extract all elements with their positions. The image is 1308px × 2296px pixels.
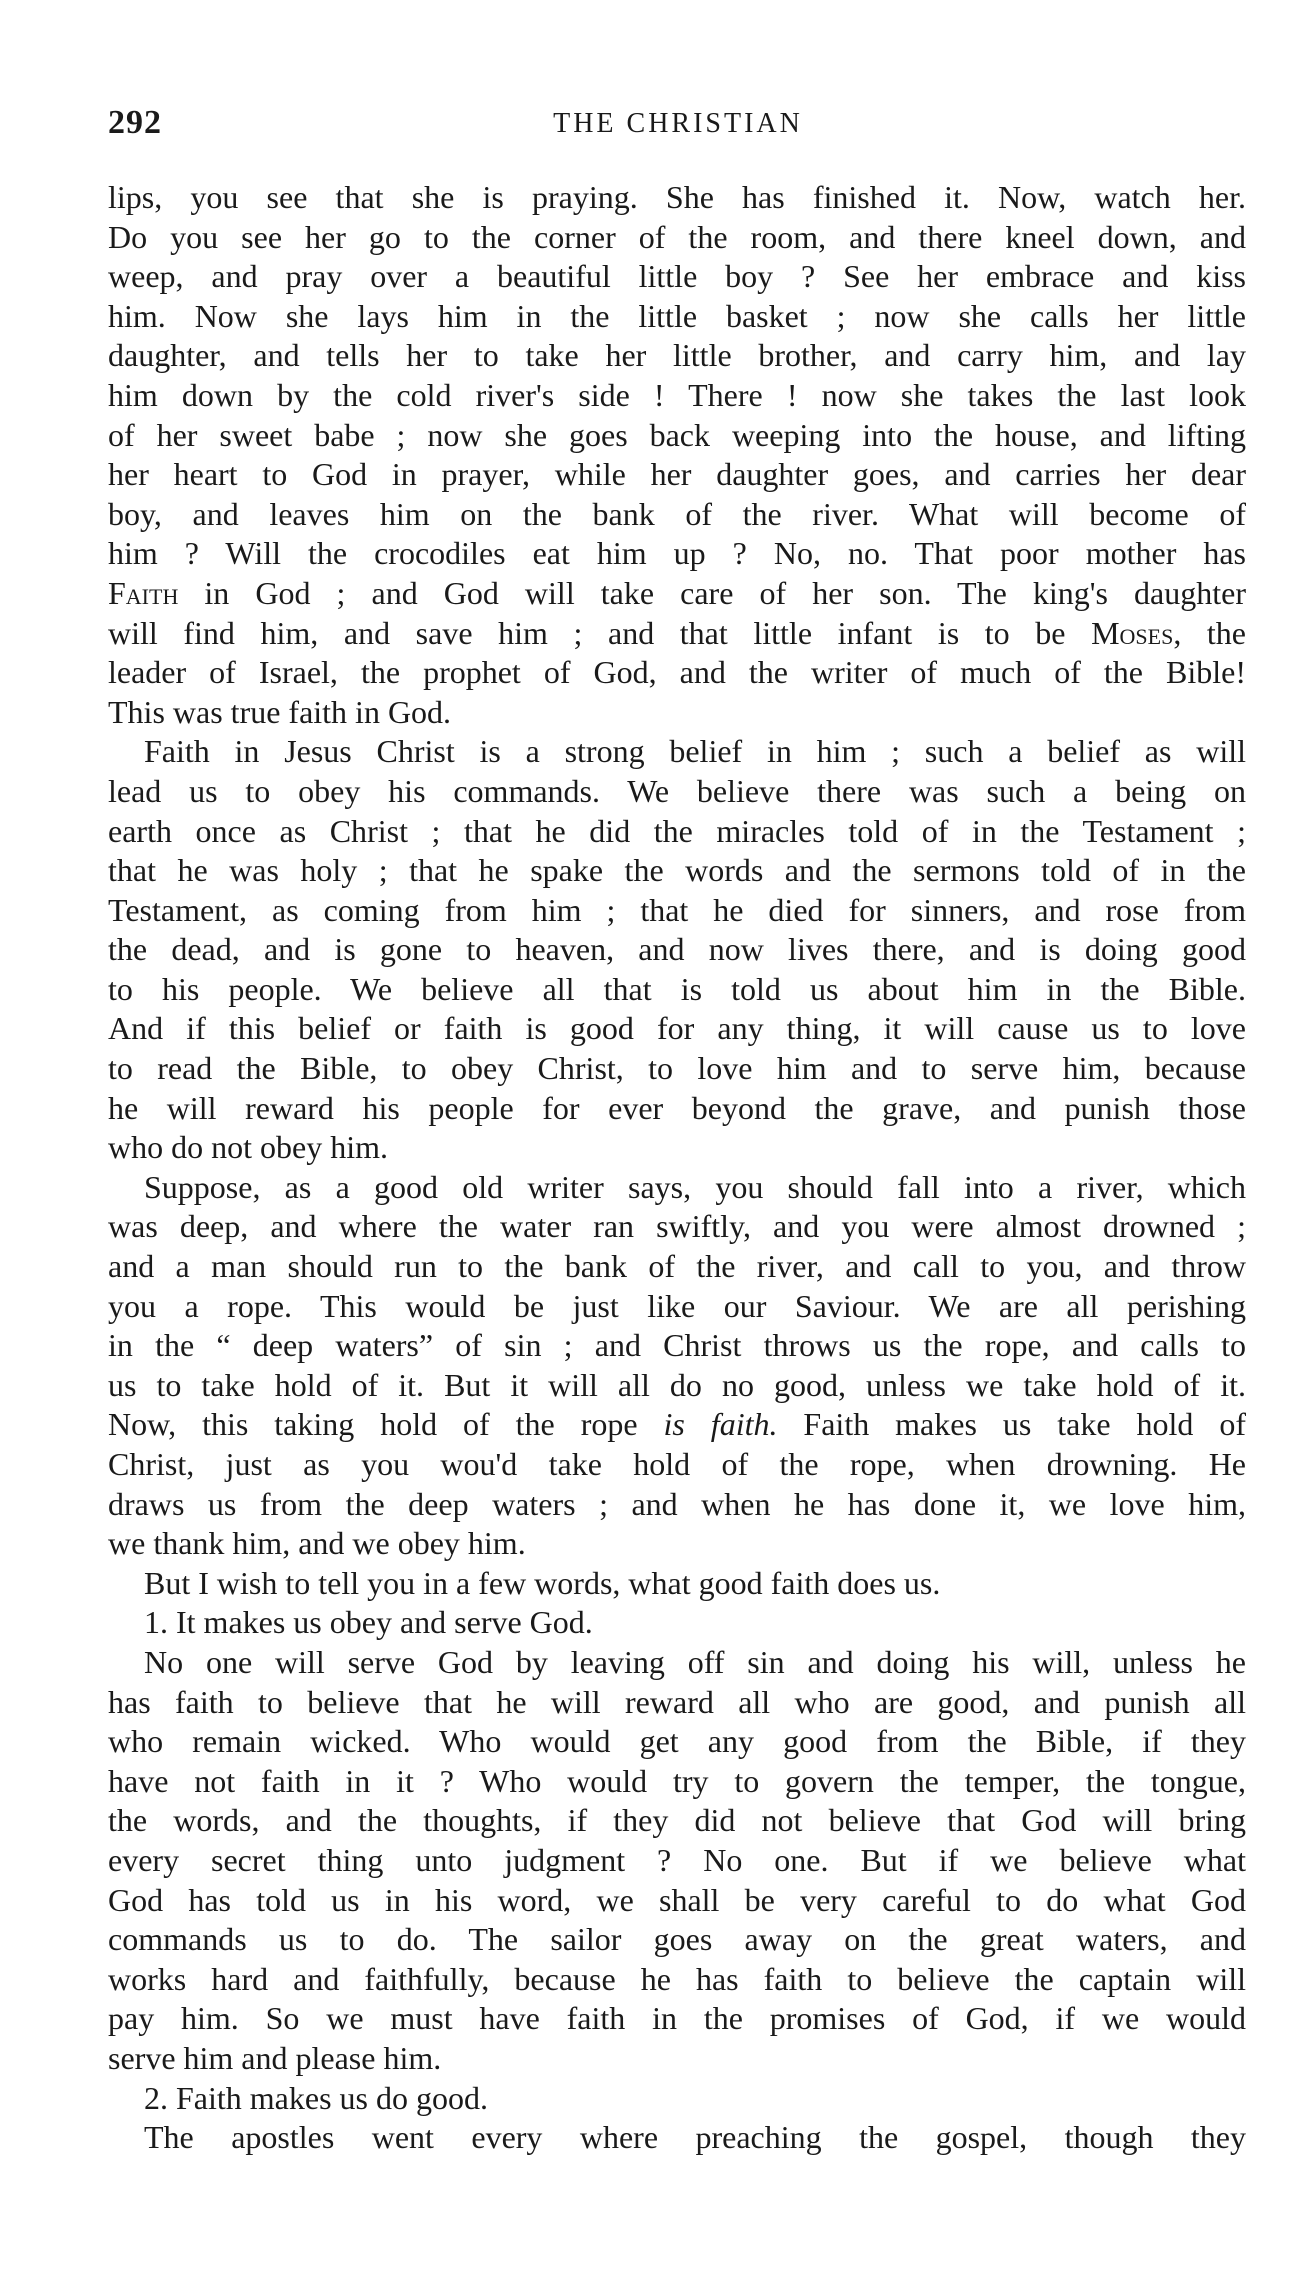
text-line: you a rope. This would be just like our Saviour. We are all perishing bbox=[108, 1287, 1246, 1324]
text-line: But I wish to tell you in a few words, what good faith does us. bbox=[144, 1564, 941, 1601]
text-line: earth once as Christ ; that he did the miracles told of in the Testament ; bbox=[108, 812, 1246, 849]
text-line: the words, and the thoughts, if they did not believe that God will bring bbox=[108, 1802, 1246, 1839]
text-line: the dead, and is gone to heaven, and now lives there, and is doing good bbox=[108, 931, 1246, 968]
text-line: The apostles went every where preaching the gospel, though they bbox=[144, 2119, 1246, 2156]
text-line: lead us to obey his commands. We believe there was such a being on bbox=[108, 772, 1246, 809]
text-line: Christ, just as you wou'd take hold of the rope, when drowning. He bbox=[108, 1446, 1246, 1482]
text-line: And if this belief or faith is good for any thing, it will cause us to love bbox=[108, 1010, 1246, 1047]
text-line: commands us to do. The sailor goes away on the great waters, and bbox=[108, 1921, 1246, 1958]
text-line: will find him, and save him ; and that little infant is to be Moses, the bbox=[108, 614, 1246, 651]
text-line: we thank him, and we obey him. bbox=[108, 1525, 526, 1562]
page-header bbox=[108, 104, 1248, 154]
text-line: of her sweet babe ; now she goes back weeping into the house, and lifting bbox=[108, 416, 1246, 453]
text-line: boy, and leaves him on the bank of the river. What will become of bbox=[108, 495, 1246, 532]
text-line: 2. Faith makes us do good. bbox=[144, 2079, 488, 2116]
text-line: This was true faith in God. bbox=[108, 693, 452, 730]
text-line: serve him and please him. bbox=[108, 2039, 442, 2076]
text-line: to his people. We believe all that is told us about him in the Bible. bbox=[108, 970, 1246, 1007]
text-line: God has told us in his word, we shall be very careful to do what God bbox=[108, 1881, 1246, 1918]
running-head: THE CHRISTIAN bbox=[553, 108, 803, 139]
text-line: her heart to God in prayer, while her daughter goes, and carries her dear bbox=[108, 456, 1246, 493]
text-line: that he was holy ; that he spake the words and the sermons told of in the bbox=[108, 852, 1246, 889]
text-line: him. Now she lays him in the little basket ; now she calls her little bbox=[108, 297, 1246, 334]
text-line: Suppose, as a good old writer says, you should fall into a river, which bbox=[144, 1168, 1246, 1205]
text-line: works hard and faithfully, because he has faith to believe the captain will bbox=[108, 1960, 1246, 1997]
text-line: Faith in Jesus Christ is a strong belief in him ; such a belief as will bbox=[144, 733, 1246, 770]
text-line: draws us from the deep waters ; and when he has done it, we love him, bbox=[108, 1485, 1246, 1522]
text-line: who remain wicked. Who would get any good from the Bible, if they bbox=[108, 1723, 1246, 1760]
text-line: weep, and pray over a beautiful little boy ? See her embrace and kiss bbox=[108, 258, 1246, 295]
text-line: us to take hold of it. But it will all do no good, unless we take hold of it. bbox=[108, 1366, 1246, 1403]
text-line: Faith in God ; and God will take care of her son. The king's daughter bbox=[108, 574, 1246, 611]
text-line: every secret thing unto judgment ? No one. But if we believe what bbox=[108, 1841, 1246, 1878]
text-line: No one will serve God by leaving off sin and doing his will, unless he bbox=[144, 1643, 1246, 1680]
text-line: leader of Israel, the prophet of God, and the writer of much of the Bible! bbox=[108, 654, 1246, 691]
text-line: daughter, and tells her to take her little brother, and carry him, and lay bbox=[108, 337, 1246, 374]
body-text bbox=[108, 178, 1246, 2158]
text-line: in the “ deep waters” of sin ; and Christ throws us the rope, and calls to bbox=[108, 1327, 1246, 1364]
text-line: 1. It makes us obey and serve God. bbox=[144, 1604, 593, 1641]
text-line: lips, you see that she is praying. She has finished it. Now, watch her. bbox=[108, 179, 1246, 215]
text-line: him down by the cold river's side ! There ! now she takes the last look bbox=[108, 376, 1246, 413]
text-line: have not faith in it ? Who would try to govern the temper, the tongue, bbox=[108, 1762, 1246, 1799]
text-line: Testament, as coming from him ; that he died for sinners, and rose from bbox=[108, 891, 1246, 928]
text-line: to read the Bible, to obey Christ, to love him and to serve him, because bbox=[108, 1050, 1246, 1087]
text-line: who do not obey him. bbox=[108, 1129, 388, 1166]
text-line: Now, this taking hold of the rope is faith. Faith makes us take hold of bbox=[108, 1406, 1246, 1443]
text-line: was deep, and where the water ran swiftly, and you were almost drowned ; bbox=[108, 1208, 1246, 1245]
text-line: him ? Will the crocodiles eat him up ? No, no. That poor mother has bbox=[108, 535, 1246, 572]
text-line: and a man should run to the bank of the river, and call to you, and throw bbox=[108, 1248, 1246, 1285]
text-line: Do you see her go to the corner of the room, and there kneel down, and bbox=[108, 218, 1246, 255]
text-line: he will reward his people for ever beyond the grave, and punish those bbox=[108, 1089, 1246, 1126]
page-number: 292 bbox=[108, 104, 162, 141]
text-line: pay him. So we must have faith in the promises of God, if we would bbox=[108, 2000, 1246, 2037]
text-line: has faith to believe that he will reward all who are good, and punish all bbox=[108, 1683, 1246, 1720]
